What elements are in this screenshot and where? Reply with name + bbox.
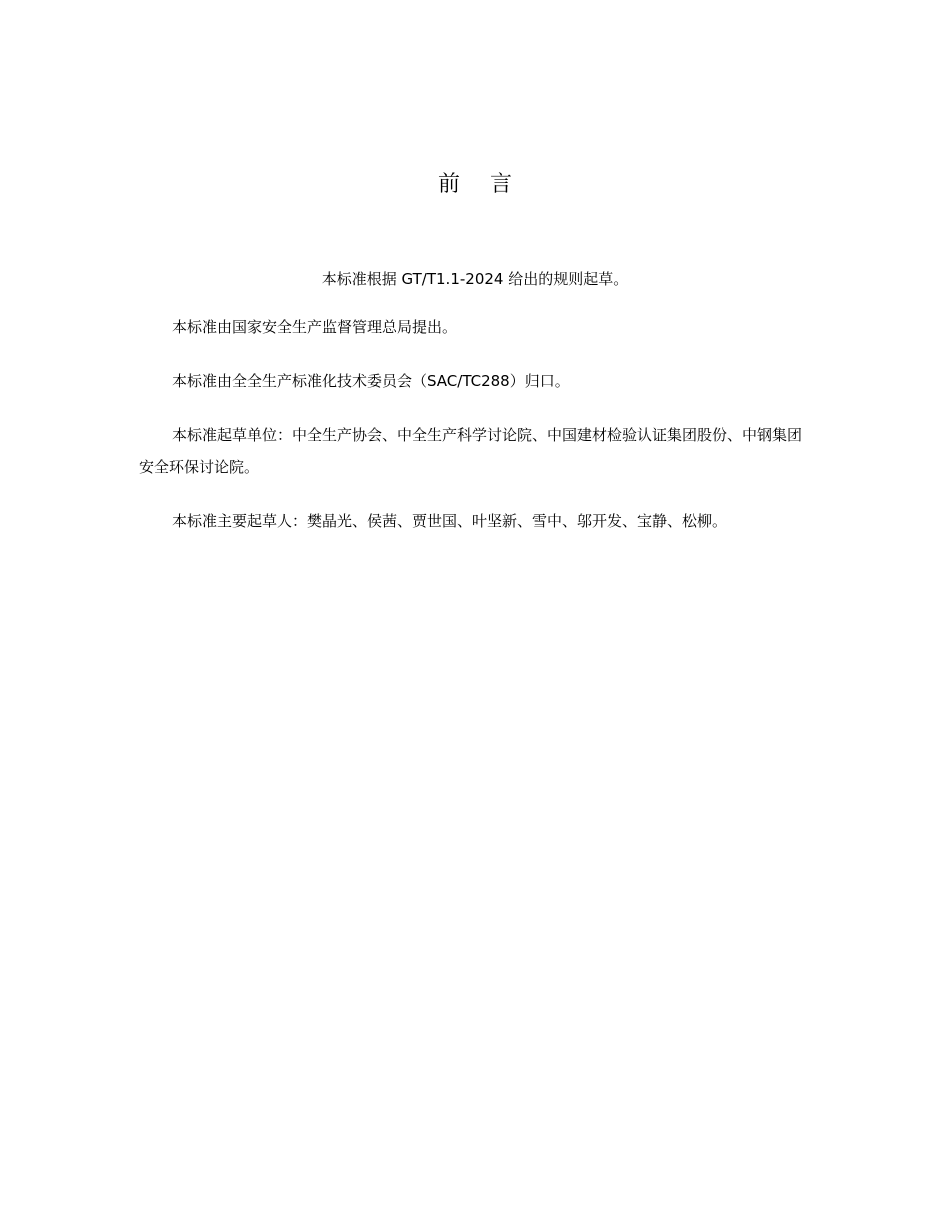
- title-char-1: 前: [437, 172, 460, 197]
- paragraph-drafting-units: 本标准起草单位：中全生产协会、中全生产科学讨论院、中国建材检验认证集团股份、中钢集团安全环保讨论院。: [139, 426, 803, 476]
- page-title: [0, 170, 950, 200]
- paragraph-basis: 本标准根据 GT/T1.1-2024 给出的规则起草。: [321, 270, 629, 288]
- paragraph-proposer: 本标准由国家安全生产监督管理总局提出。: [172, 318, 458, 336]
- paragraph-administrator: 本标准由全全生产标准化技术委员会（SAC/TC288）归口。: [172, 372, 570, 390]
- title-char-2: 言: [490, 172, 513, 197]
- foreword-body: [139, 263, 811, 559]
- paragraph-drafters: 本标准主要起草人：樊晶光、侯茜、贾世国、叶坚新、雪中、邬开发、宝静、松柳。: [172, 512, 728, 530]
